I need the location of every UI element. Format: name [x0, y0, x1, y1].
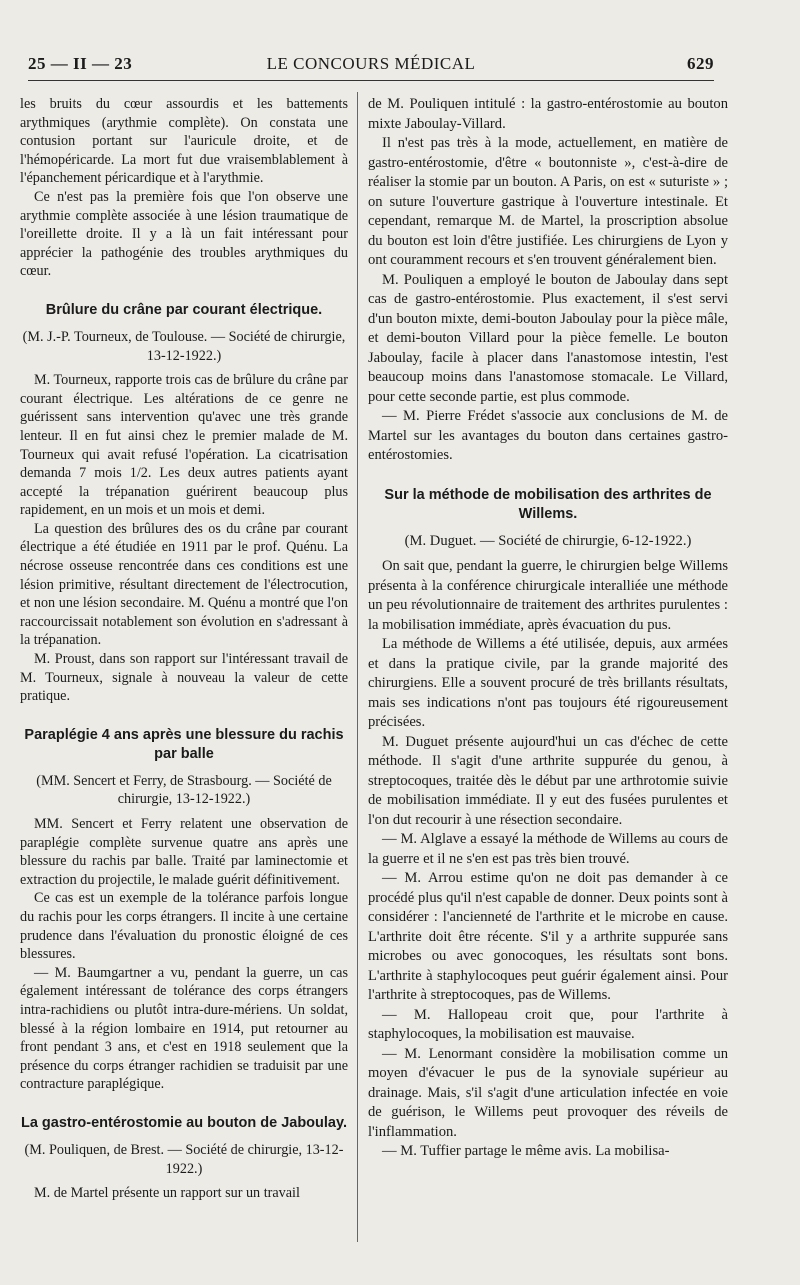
- section-reference: (M. Pouliquen, de Brest. — Société de chirurgie, 13-12-1922.): [24, 1141, 344, 1177]
- page-header: [28, 54, 714, 78]
- paragraph: Ce n'est pas la première fois que l'on observe une arythmie complète associée à une lésion traumatique de l'oreillette droite. Il y a là un fait intéressant pour apprécier la pathogénie des troubles arythmiques du cœur.: [20, 188, 348, 280]
- left-column: [20, 95, 348, 1203]
- paragraph: — M. Pierre Frédet s'associe aux conclusions de M. de Martel sur les avantages du bouton dans certaines gastro-entérostomies.: [368, 408, 728, 463]
- paragraph: Il n'est pas très à la mode, actuellement, en matière de gastro-entérostomie, d'être « boutonniste », c'est-à-dire de réaliser la stomie par un bouton. A Paris, on est « suturiste » ; on suture l'ouverture gastrique à l'ouverture intestinale. Et cependant, remarque M. de Martel, la proscription absolue du bouton est loin d'être justifiée. Les chirurgiens de Lyon y ont couramment recours et s'en trouvent généralement bien.: [368, 135, 728, 268]
- section-title: Sur la méthode de mobilisation des arthrites de Willems.: [384, 486, 712, 522]
- paragraph: de M. Pouliquen intitulé : la gastro-entérostomie au bouton mixte Jaboulay-Villard.: [368, 96, 728, 132]
- paragraph: — M. Baumgartner a vu, pendant la guerre, un cas également intéressant de tolérance des corps étrangers intra-rachidiens ou plutôt intra-dure-mériens. Un soldat, blessé à la région lombaire en 1914, put retourner au front pendant 3 ans, et c'est en 1918 seulement que la présence du corps étranger rachidien se traduisit par une contracture paraplégique.: [20, 964, 348, 1093]
- paragraph: M. Duguet présente aujourd'hui un cas d'échec de cette méthode. Il s'agit d'une arthrite suppurée du genou, à streptocoques, traitée dès le début par une arthrotomie suivie de mobilisation immédiate. Il y eut des fusées purulentes et l'on dut recourir à une résection secondaire.: [368, 733, 728, 828]
- paragraph: MM. Sencert et Ferry relatent une observation de paraplégie complète survenue quatre ans après une blessure du rachis par balle. Traité par laminectomie et extraction du projectile, le malade guérit définitivement.: [20, 816, 348, 888]
- paragraph: — M. Tuffier partage le même avis. La mobilisa-: [382, 1143, 670, 1159]
- header-rule: [28, 80, 714, 81]
- paragraph: La question des brûlures des os du crâne par courant électrique a été étudiée en 1911 par le prof. Quénu. La nécrose osseuse rencontrée dans ces conditions est une lésion primitive, résultant directement de l'électrocution, et non une lésion secondaire. M. Quénu a montré que l'on raccourcissait notablement son évolution en s'adressant à la trépanation.: [20, 520, 348, 649]
- paragraph: Ce cas est un exemple de la tolérance parfois longue du rachis pour les corps étrangers. Il incite à une certaine prudence dans l'évaluation du pronostic éloigné de ces blessures.: [20, 890, 348, 963]
- section-title: La gastro-entérostomie au bouton de Jaboulay.: [20, 1114, 348, 1131]
- column-divider: [357, 92, 358, 1242]
- paragraph: — M. Arrou estime qu'on ne doit pas demander à ce procédé plus qu'il n'est capable de donner. Deux points sont à considérer : l'ancienneté de l'arthrite et le microbe en cause. L'arthrite doit être récente. S'il y a arthrite suppurée sans microbes ou avec gonocoques, les résultats sont bons. L'arthrite à staphylocoques peut guérir également ainsi. Pour l'arthrite à streptocoques, pas de Willems.: [368, 870, 728, 1003]
- section-reference: (M. Duguet. — Société de chirurgie, 6-12-1922.): [404, 532, 692, 549]
- paragraph: M. Tourneux, rapporte trois cas de brûlure du crâne par courant électrique. Les altérations de ce genre ne guérissent sans intervention qu'avec une très grande lenteur. Il en fut ainsi chez le premier malade de M. Tourneux qui avait refusé l'opération. La cicatrisation demanda 7 mois 1/2. Les deux autres patients ayant accepté la trépanation guérirent beaucoup plus rapidement, en un mois et un mois et demi.: [20, 372, 348, 519]
- section-title: Paraplégie 4 ans après une blessure du rachis par balle: [24, 726, 344, 762]
- paragraph: M. de Martel présente un rapport sur un travail: [34, 1185, 300, 1202]
- paragraph: On sait que, pendant la guerre, le chirurgien belge Willems présenta à la conférence chirurgicale interalliée une méthode un peu révolutionnaire de traitement des arthrites purulentes : la mobilisation immédiate, après évacuation du pus.: [368, 558, 728, 633]
- right-column: [368, 95, 728, 1162]
- page-number: 629: [687, 54, 714, 73]
- section-reference: (MM. Sencert et Ferry, de Strasbourg. — Société de chirurgie, 13-12-1922.): [36, 772, 332, 808]
- issue-date: 25 — II — 23: [28, 54, 133, 73]
- paragraph: La méthode de Willems a été utilisée, depuis, aux armées et dans la pratique civile, par la grande majorité des chirurgiens. Elle a souvent procuré de très brillants résultats, mais ses indications n'ont pas toujours été rigoureusement précisées.: [368, 636, 728, 730]
- journal-title: LE CONCOURS MÉDICAL: [266, 54, 476, 73]
- paragraph: M. Proust, dans son rapport sur l'intéressant travail de M. Tourneux, signale à nouveau la valeur de cette pratique.: [20, 651, 348, 705]
- section-reference: (M. J.-P. Tourneux, de Toulouse. — Société de chirurgie, 13-12-1922.): [22, 328, 346, 364]
- paragraph: — M. Hallopeau croit que, pour l'arthrite à staphylocoques, la mobilisation est mauvaise.: [368, 1006, 728, 1042]
- paragraph: — M. Alglave a essayé la méthode de Willems au cours de la guerre et il ne s'en est pas très bien trouvé.: [368, 831, 728, 867]
- section-title: Brûlure du crâne par courant électrique.: [45, 301, 323, 318]
- paragraph: les bruits du cœur assourdis et les battements arythmiques (arythmie complète). On constata une contusion portant sur l'auricule droite, et de l'hémopéricarde. La mort fut due vraisemblablement à l'épanchement péricardique et à l'arythmie.: [20, 96, 348, 187]
- paragraph: M. Pouliquen a employé le bouton de Jaboulay dans sept cas de gastro-entérostomie. Plus exactement, il s'est servi d'un bouton mixte, demi-bouton Jaboulay pour la pièce mâle, et demi-bouton Villard pour la pièce femelle. Le bouton Jaboulay, facile à placer dans l'anastomose intestin, l'est beaucoup moins dans l'anastomose stomacale. Le Villard, pour cette seconde partie, est plus commode.: [368, 271, 728, 405]
- paragraph: — M. Lenormant considère la mobilisation comme un moyen d'évacuer le pus de la synoviale supérieur au drainage. Mais, s'il s'agit d'une articulation infectée en voie de guérison, le Willems peut provoquer des réveils de l'inflammation.: [368, 1045, 728, 1140]
